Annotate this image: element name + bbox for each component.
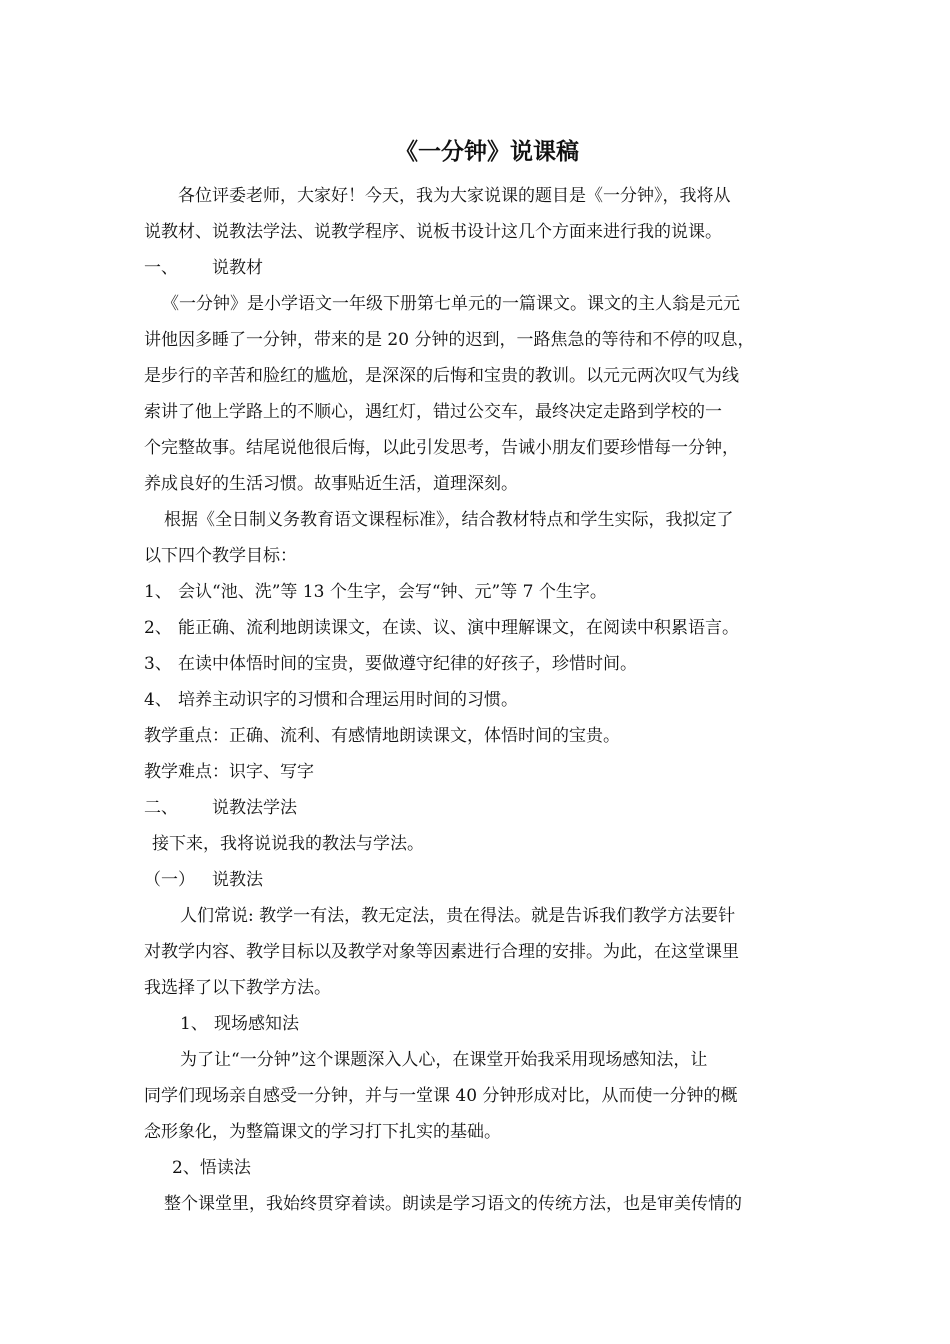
- goals-intro-line-1: 根据《全日制义务教育语文课程标准》，结合教材特点和学生实际，我拟定了: [164, 510, 734, 530]
- teaching-method-paragraph: [144, 898, 812, 1006]
- methods-intro: 接下来，我将说说我的教法与学法。: [152, 834, 424, 854]
- method-line-2: 对教学内容、教学目标以及教学对象等因素进行合理的安排。为此，在这堂课里: [144, 942, 739, 962]
- list-number: 1、: [144, 582, 172, 602]
- method-line-1: 人们常说: 教学一有法，教无定法，贵在得法。就是告诉我们教学方法要针: [180, 906, 736, 926]
- section-heading-1: [144, 250, 812, 286]
- textbook-line-5: 个完整故事。结尾说他很后悔，以此引发思考，告诫小朋友们要珍惜每一分钟，: [144, 438, 739, 458]
- method-number: 1、: [180, 1014, 208, 1034]
- method-title: 现场感知法: [214, 1014, 299, 1034]
- document-title: 《一分钟》说课稿: [395, 138, 579, 165]
- textbook-paragraph: [144, 286, 812, 502]
- section-heading-2: [144, 790, 812, 826]
- list-text: 能正确、流利地朗读课文，在读、议、演中理解课文，在阅读中积累语言。: [178, 618, 739, 638]
- list-text: 会认“池、洗”等 13 个生字，会写“钟、元”等 7 个生字。: [178, 582, 607, 602]
- difficulty-point: 教学难点：识字、写字: [144, 762, 314, 782]
- key-point: 教学重点：正确、流利、有感情地朗读课文，体悟时间的宝贵。: [144, 726, 620, 746]
- goals-intro-paragraph: [144, 502, 812, 574]
- list-number: 2、: [144, 618, 172, 638]
- section-number: 一、: [144, 258, 178, 278]
- intro-paragraph: [144, 178, 812, 250]
- intro-line-2: 说教材、说教法学法、说教学程序、说板书设计这几个方面来进行我的说课。: [144, 222, 722, 242]
- section-title: 说教材: [212, 258, 263, 278]
- subsection-heading-1: [144, 862, 812, 898]
- goals-intro-line-2: 以下四个教学目标：: [144, 546, 297, 566]
- list-text: 在读中体悟时间的宝贵，要做遵守纪律的好孩子，珍惜时间。: [178, 654, 637, 674]
- textbook-line-1: 《一分钟》是小学语文一年级下册第七单元的一篇课文。课文的主人翁是元元: [162, 294, 740, 314]
- section-title: 说教法学法: [212, 798, 297, 818]
- list-item: [144, 646, 812, 682]
- reading-method-line-1: 整个课堂里，我始终贯穿着读。朗读是学习语文的传统方法，也是审美传情的: [164, 1194, 742, 1214]
- method-heading-1: [144, 1006, 812, 1042]
- list-number: 3、: [144, 654, 172, 674]
- perception-line-2: 同学们现场亲自感受一分钟，并与一堂课 40 分钟形成对比，从而使一分钟的概: [144, 1086, 738, 1106]
- list-item: [144, 574, 812, 610]
- method-heading-2: 2、悟读法: [172, 1158, 251, 1178]
- method-line-3: 我选择了以下教学方法。: [144, 978, 331, 998]
- subsection-title: 说教法: [212, 870, 263, 890]
- section-number: 二、: [144, 798, 178, 818]
- textbook-line-3: 是步行的辛苦和脸红的尴尬，是深深的后悔和宝贵的教训。以元元两次叹气为线: [144, 366, 739, 386]
- list-item: [144, 610, 812, 646]
- subsection-number: （一）: [144, 870, 195, 890]
- textbook-line-2: 讲他因多睡了一分钟，带来的是 20 分钟的迟到，一路焦急的等待和不停的叹息，: [144, 330, 755, 350]
- document-body: [144, 134, 812, 1222]
- textbook-line-6: 养成良好的生活习惯。故事贴近生活，道理深刻。: [144, 474, 518, 494]
- list-item: [144, 682, 812, 718]
- perception-line-1: 为了让“一分钟”这个课题深入人心，在课堂开始我采用现场感知法，让: [180, 1050, 708, 1070]
- list-text: 培养主动识字的习惯和合理运用时间的习惯。: [178, 690, 518, 710]
- textbook-line-4: 索讲了他上学路上的不顺心，遇红灯，错过公交车，最终决定走路到学校的一: [144, 402, 722, 422]
- list-number: 4、: [144, 690, 172, 710]
- perception-method-paragraph: [144, 1042, 812, 1150]
- intro-line-1: 各位评委老师，大家好！今天，我为大家说课的题目是《一分钟》，我将从: [178, 186, 731, 206]
- goals-list: [144, 574, 812, 718]
- perception-line-3: 念形象化，为整篇课文的学习打下扎实的基础。: [144, 1122, 501, 1142]
